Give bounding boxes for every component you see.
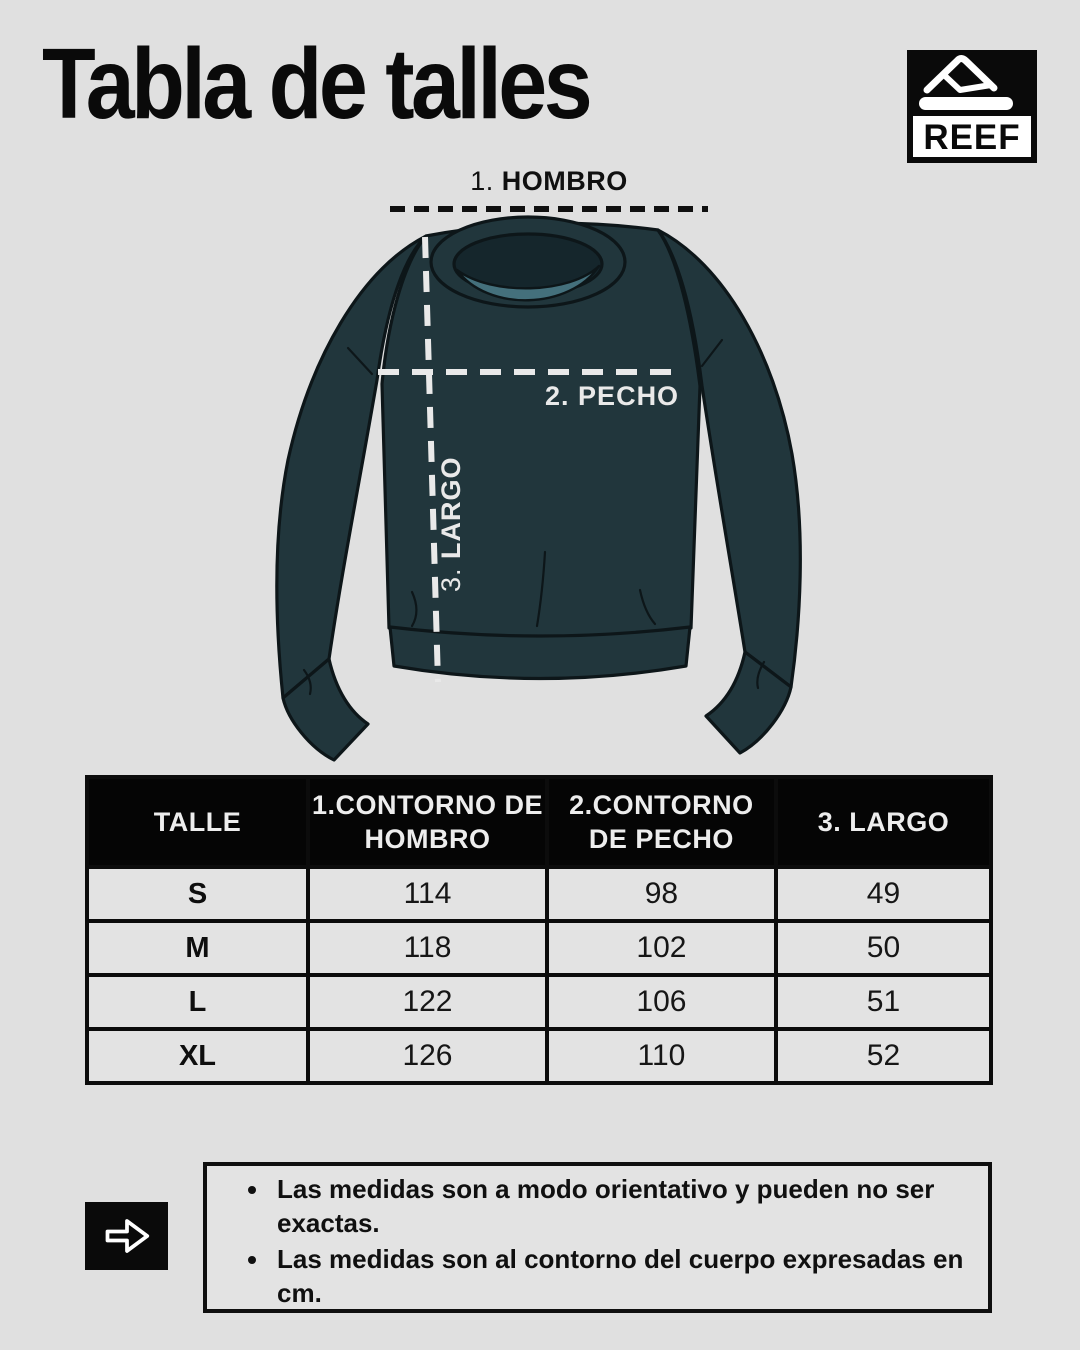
cell-talle: L — [87, 975, 308, 1029]
pecho-label-number: 2. — [545, 381, 570, 411]
brand-logo — [907, 50, 1037, 163]
arrow-badge — [85, 1202, 168, 1270]
largo-label-number: 3. — [436, 567, 466, 592]
table-row — [87, 975, 991, 1029]
table-row — [87, 921, 991, 975]
cell-largo: 49 — [776, 867, 991, 921]
hombro-measure-label — [390, 166, 708, 197]
page-title: Tabla de talles — [42, 28, 590, 140]
cell-largo: 51 — [776, 975, 991, 1029]
header-contorno-hombro: 1.CONTORNO DE HOMBRO — [308, 777, 547, 867]
reef-mountain-icon — [907, 50, 1037, 163]
pecho-label-text: PECHO — [578, 381, 680, 411]
cell-pecho: 106 — [547, 975, 776, 1029]
sweatshirt-diagram — [240, 200, 840, 800]
header-talle: TALLE — [87, 777, 308, 867]
hombro-label-number: 1. — [470, 166, 494, 196]
cell-hombro: 118 — [308, 921, 547, 975]
sweatshirt-illustration — [240, 200, 840, 800]
pecho-measure-label — [545, 381, 679, 412]
notes-box — [203, 1162, 992, 1313]
table-row — [87, 1029, 991, 1083]
size-table-header — [87, 777, 991, 867]
cell-largo: 50 — [776, 921, 991, 975]
cell-largo: 52 — [776, 1029, 991, 1083]
note-item: • Las medidas son a modo orientativo y pueden no ser exactas. — [271, 1172, 970, 1240]
header-contorno-pecho: 2.CONTORNO DE PECHO — [547, 777, 776, 867]
cell-pecho: 102 — [547, 921, 776, 975]
cell-talle: M — [87, 921, 308, 975]
right-arrow-icon — [97, 1212, 157, 1260]
cell-talle: XL — [87, 1029, 308, 1083]
cell-talle: S — [87, 867, 308, 921]
largo-measure-label — [436, 456, 467, 592]
hombro-label-text: HOMBRO — [501, 166, 628, 196]
brand-logo-text: REEF — [923, 118, 1021, 157]
header-largo: 3. LARGO — [776, 777, 991, 867]
largo-label-text: LARGO — [436, 456, 466, 559]
note-item: • Las medidas son al contorno del cuerpo expresadas en cm. — [271, 1242, 970, 1310]
cell-hombro: 126 — [308, 1029, 547, 1083]
table-row — [87, 867, 991, 921]
cell-hombro: 122 — [308, 975, 547, 1029]
cell-hombro: 114 — [308, 867, 547, 921]
cell-pecho: 110 — [547, 1029, 776, 1083]
size-table — [85, 775, 993, 1085]
cell-pecho: 98 — [547, 867, 776, 921]
notes-list — [225, 1172, 970, 1310]
